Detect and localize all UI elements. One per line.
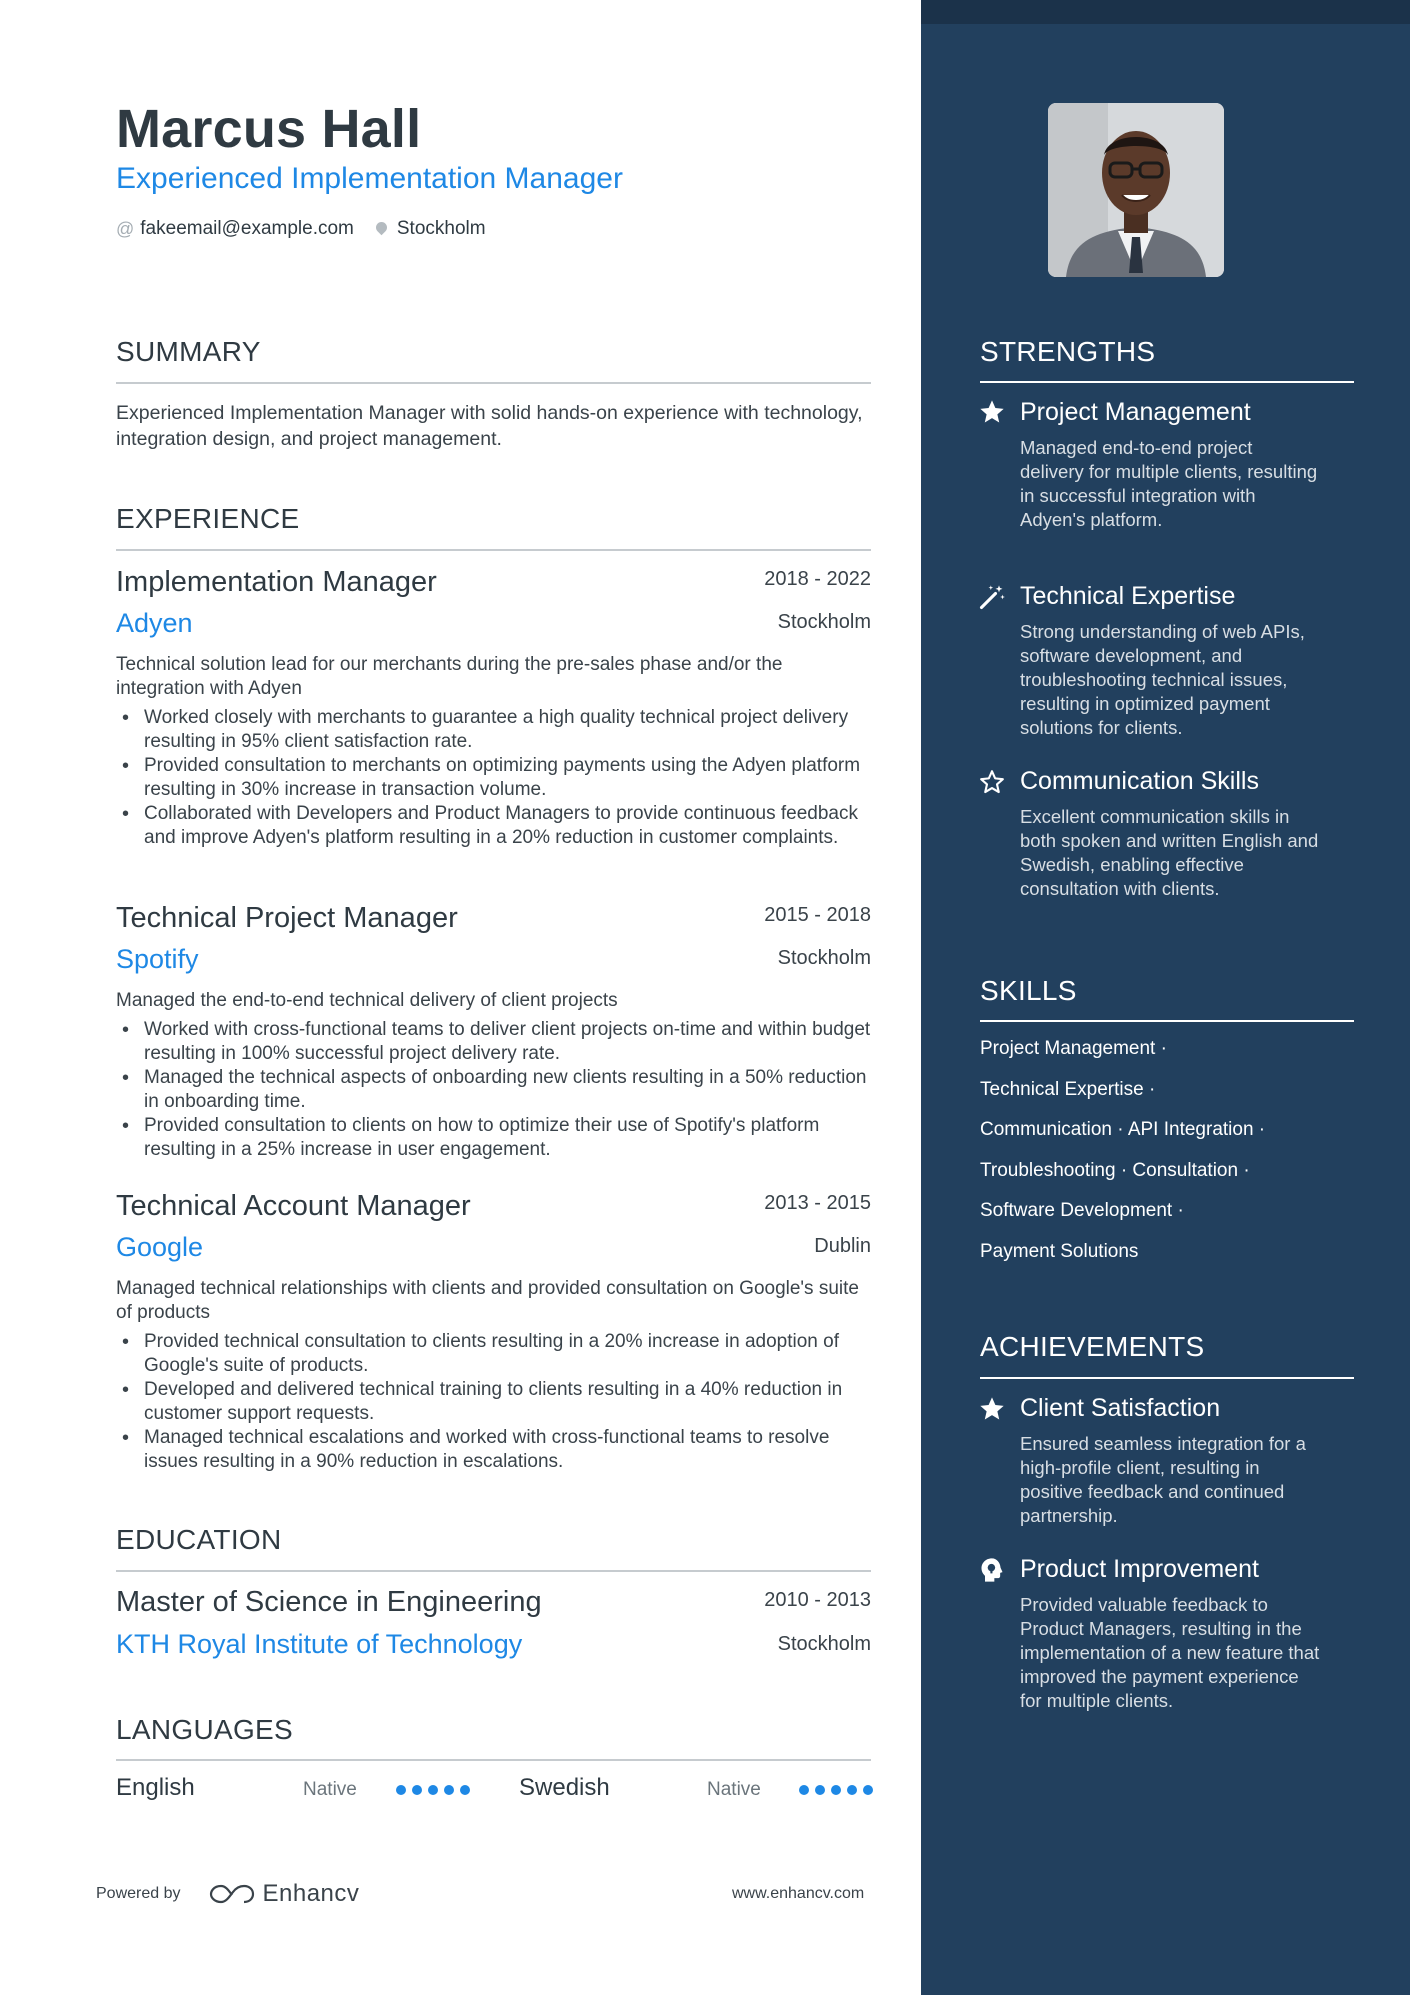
language-proficiency-dots <box>396 1785 476 1795</box>
skills-heading: SKILLS <box>980 975 1077 1006</box>
skills-divider <box>980 1020 1354 1022</box>
achievement-title: Product Improvement <box>1020 1555 1259 1583</box>
strength-title: Communication Skills <box>1020 767 1259 795</box>
job-company: Google <box>116 1232 204 1262</box>
job-bullet: • Developed and delivered technical training to clients resulting in a 40% reduction in customer support requests. <box>116 1378 871 1426</box>
language-level: Native <box>303 1779 357 1800</box>
job-role: Implementation Manager <box>116 566 437 598</box>
strength-description: Strong understanding of web APIs, software development, and troubleshooting technical issues, resulting in optimized payment solutions for clients. <box>1020 621 1305 738</box>
summary-divider <box>116 382 871 384</box>
job-bullet: • Provided technical consultation to clients resulting in a 20% increase in adoption of Google's suite of products. <box>116 1330 871 1378</box>
brand-name: Enhancv <box>262 1880 360 1907</box>
job-bullets <box>116 1018 871 1162</box>
achievements-heading: ACHIEVEMENTS <box>980 1331 1205 1362</box>
skill-line: Technical Expertise · <box>980 1079 1156 1100</box>
job-description: Managed technical relationships with clients and provided consultation on Google's suite of products <box>116 1278 859 1323</box>
strength-description: Excellent communication skills in both spoken and written English and Swedish, enabling effective consultation with clients. <box>1020 806 1319 899</box>
summary-heading: SUMMARY <box>116 336 261 367</box>
skill-line: Project Management · <box>980 1038 1167 1059</box>
skill-line: Payment Solutions <box>980 1241 1139 1262</box>
job-dates: 2013 - 2015 <box>764 1192 871 1214</box>
language-level: Native <box>707 1779 761 1800</box>
achievement-title: Client Satisfaction <box>1020 1394 1221 1422</box>
experience-heading: EXPERIENCE <box>116 503 300 534</box>
language-name: Swedish <box>519 1774 610 1801</box>
education-divider <box>116 1570 871 1572</box>
strength-title: Technical Expertise <box>1020 582 1236 610</box>
job-bullet: • Provided consultation to clients on how to optimize their use of Spotify's platform resulting in a 25% increase in user engagement. <box>116 1114 871 1162</box>
education-dates: 2010 - 2013 <box>764 1589 871 1611</box>
sidebar-top-band <box>921 0 1410 24</box>
job-description: Technical solution lead for our merchants during the pre-sales phase and/or the integration with Adyen <box>116 654 783 699</box>
candidate-name: Marcus Hall <box>116 99 422 159</box>
summary-text: Experienced Implementation Manager with solid hands-on experience with technology, integration design, and project management. <box>116 402 863 450</box>
at-icon: @ <box>116 218 135 239</box>
strengths-heading: STRENGTHS <box>980 336 1156 367</box>
job-company: Spotify <box>116 944 199 974</box>
languages-heading: LANGUAGES <box>116 1714 293 1745</box>
powered-by-label: Powered by <box>96 1885 181 1902</box>
job-bullet: • Managed the technical aspects of onboarding new clients resulting in a 50% reduction in onboarding time. <box>116 1066 871 1114</box>
strengths-divider <box>980 381 1354 383</box>
job-location: Stockholm <box>777 611 871 633</box>
education-heading: EDUCATION <box>116 1524 282 1555</box>
skill-line: Troubleshooting · Consultation · <box>980 1160 1250 1181</box>
achievement-description: Provided valuable feedback to Product Managers, resulting in the implementation of a new feature that improved the payment experience for multiple clients. <box>1020 1594 1320 1711</box>
infinity-icon <box>209 1882 255 1906</box>
job-bullet: • Managed technical escalations and worked with cross-functional teams to resolve issues resulting in a 90% reduction in escalations. <box>116 1426 871 1474</box>
pin-icon <box>374 219 390 235</box>
degree-title: Master of Science in Engineering <box>116 1586 542 1618</box>
job-role: Technical Account Manager <box>116 1190 471 1222</box>
job-location: Stockholm <box>777 947 871 969</box>
experience-divider <box>116 549 871 551</box>
star-filled-icon <box>978 398 1006 426</box>
footer-website[interactable]: www.enhancv.com <box>732 1885 865 1902</box>
job-bullet: • Collaborated with Developers and Product Managers to provide continuous feedback and improve Adyen's platform resulting in a 20% reduction in customer complaints. <box>116 802 871 850</box>
job-location: Dublin <box>814 1235 871 1257</box>
skill-line: Software Development · <box>980 1200 1184 1221</box>
contact-info <box>116 218 508 240</box>
job-company: Adyen <box>116 608 193 638</box>
education-location: Stockholm <box>777 1633 871 1655</box>
job-bullet: • Worked closely with merchants to guarantee a high quality technical project delivery resulting in 95% client satisfaction rate. <box>116 706 871 754</box>
email-text: fakeemail@example.com <box>140 218 354 239</box>
lightbulb-head-icon <box>978 1556 1006 1584</box>
languages-divider <box>116 1759 871 1761</box>
job-dates: 2015 - 2018 <box>764 904 871 926</box>
job-bullet: • Provided consultation to merchants on optimizing payments using the Adyen platform resulting in 30% increase in transaction volume. <box>116 754 871 802</box>
strength-title: Project Management <box>1020 398 1251 426</box>
language-name: English <box>116 1774 195 1801</box>
location-contact <box>376 218 486 240</box>
strength-description: Managed end-to-end project delivery for multiple clients, resulting in successful integration with Adyen's platform. <box>1020 437 1318 530</box>
job-bullet: • Worked with cross-functional teams to deliver client projects on-time and within budget resulting in 100% successful project delivery rate. <box>116 1018 871 1066</box>
star-filled-icon <box>978 1395 1006 1423</box>
skill-line: Communication · API Integration · <box>980 1119 1266 1140</box>
job-role: Technical Project Manager <box>116 902 458 934</box>
job-bullets <box>116 706 871 850</box>
school-name: KTH Royal Institute of Technology <box>116 1629 523 1659</box>
sidebar <box>921 0 1410 1995</box>
email-contact[interactable] <box>116 218 354 240</box>
profile-photo <box>1048 103 1224 277</box>
job-description: Managed the end-to-end technical delivery of client projects <box>116 990 618 1011</box>
job-bullets <box>116 1330 871 1474</box>
achievement-description: Ensured seamless integration for a high-profile client, resulting in positive feedback and continued partnership. <box>1020 1433 1306 1526</box>
footer-powered-by <box>96 1880 359 1908</box>
candidate-title: Experienced Implementation Manager <box>116 162 623 195</box>
star-outline-icon <box>978 768 1006 796</box>
location-text: Stockholm <box>396 218 486 239</box>
job-dates: 2018 - 2022 <box>764 568 871 590</box>
magic-wand-icon <box>978 583 1006 611</box>
enhancv-logo[interactable] <box>209 1880 360 1908</box>
language-proficiency-dots <box>799 1785 879 1795</box>
achievements-divider <box>980 1377 1354 1379</box>
